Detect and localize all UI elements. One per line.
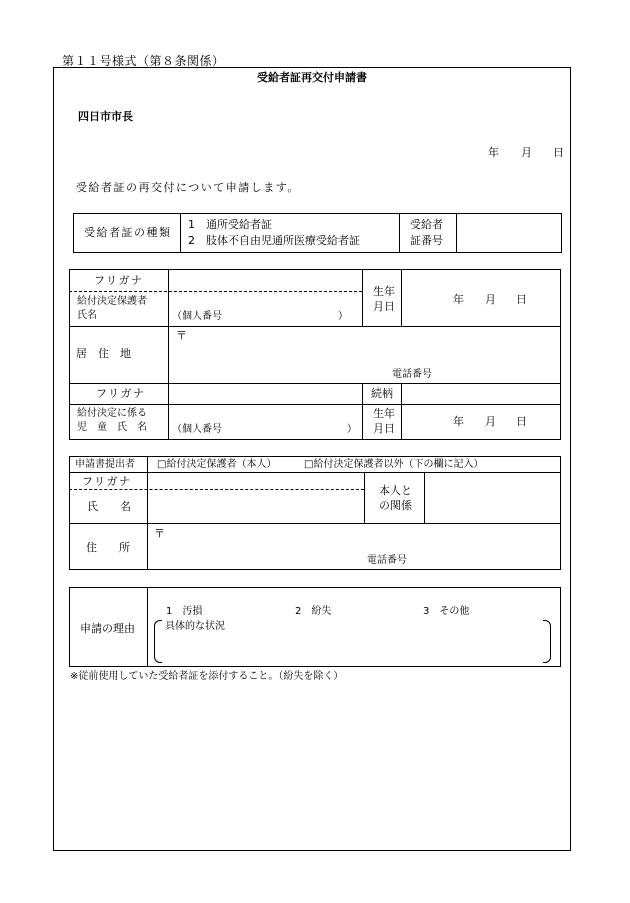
guardian-phone-field[interactable] xyxy=(440,367,555,382)
cert-number-field[interactable] xyxy=(457,214,561,252)
child-birth-day: 日 xyxy=(516,415,527,428)
reason-option-lost[interactable]: 2 紛失 xyxy=(295,606,332,617)
guardian-phone-label: 電話番号 xyxy=(392,369,432,380)
child-relation-label: 続柄 xyxy=(371,387,393,400)
child-name-field[interactable] xyxy=(230,406,340,438)
detail-bracket-left xyxy=(154,620,162,663)
guardian-individual-no-close: ） xyxy=(338,311,348,322)
date-year: 年 xyxy=(488,146,499,159)
child-birth-label-1: 生年 xyxy=(373,407,395,420)
guardian-birth-day: 日 xyxy=(516,293,527,306)
guardian-birth-year: 年 xyxy=(453,293,464,306)
reason-label: 申請の理由 xyxy=(80,622,135,635)
submitter-relation-label-2: の関係 xyxy=(379,499,412,512)
date-day: 日 xyxy=(553,146,564,159)
cert-number-label-2: 証番号 xyxy=(410,234,443,247)
guardian-postal-mark: 〒 xyxy=(176,329,187,342)
guardian-individual-no-label: （個人番号 xyxy=(172,311,222,322)
submitter-address-field[interactable] xyxy=(168,528,553,552)
child-birth-month: 月 xyxy=(485,415,496,428)
child-name-label-1: 給付決定に係る xyxy=(77,408,147,419)
submitter-name-field[interactable] xyxy=(148,490,364,522)
cert-type-label: 受給者証の種類 xyxy=(84,226,172,239)
addressee: 四日市市長 xyxy=(78,110,133,123)
cert-type-option-1[interactable]: 1 通所受給者証 xyxy=(188,218,272,231)
guardian-birth-month: 月 xyxy=(485,293,496,306)
guardian-birth-label-2: 月日 xyxy=(373,300,395,313)
reason-option-other[interactable]: 3 その他 xyxy=(423,606,470,617)
guardian-furigana-field[interactable] xyxy=(169,270,362,291)
attachment-note: ※従前使用していた受給者証を添付すること。（紛失を除く） xyxy=(70,671,344,682)
submitter-option-other[interactable]: □給付決定保護者以外（下の欄に記入） xyxy=(304,459,484,470)
child-name-label-2: 児 童 氏 名 xyxy=(77,422,147,433)
guardian-name-field[interactable] xyxy=(230,293,330,325)
form-number: 第１１号様式（第８条関係） xyxy=(62,54,225,68)
child-individual-no-label: （個人番号 xyxy=(172,424,222,435)
child-individual-no-close: ） xyxy=(347,424,357,435)
submitter-relation-label-1: 本人と xyxy=(379,484,412,497)
date-month: 月 xyxy=(521,146,532,159)
submitter-relation-field[interactable] xyxy=(425,473,560,522)
intro-text: 受給者証の再交付について申請します。 xyxy=(76,181,300,194)
child-birth-year: 年 xyxy=(453,415,464,428)
cert-number-label-1: 受給者 xyxy=(410,218,443,231)
cert-type-option-2[interactable]: 2 肢体不自由児通所医療受給者証 xyxy=(188,234,360,247)
child-furigana-label: フリガナ xyxy=(96,387,146,400)
submitter-phone-label: 電話番号 xyxy=(367,555,407,566)
submitter-address-label: 住 所 xyxy=(86,541,130,554)
child-furigana-field[interactable] xyxy=(169,384,362,403)
reason-detail-field[interactable] xyxy=(165,636,537,660)
guardian-name-label-2: 氏名 xyxy=(77,310,97,321)
submitter-phone-field[interactable] xyxy=(415,553,555,568)
form-title: 受給者証再交付申請書 xyxy=(257,71,367,84)
child-birth-label-2: 月日 xyxy=(373,422,395,435)
child-relation-field[interactable] xyxy=(402,384,560,403)
submitter-postal-mark: 〒 xyxy=(154,527,165,540)
reason-detail-label: 具体的な状況 xyxy=(165,621,225,632)
detail-bracket-right xyxy=(543,620,551,663)
guardian-birth-label-1: 生年 xyxy=(373,285,395,298)
submitter-label: 申請書提出者 xyxy=(75,459,135,470)
guardian-address-field[interactable] xyxy=(190,330,550,365)
submitter-furigana-field[interactable] xyxy=(148,473,364,489)
guardian-name-label-1: 給付決定保護者 xyxy=(77,296,147,307)
submitter-option-self[interactable]: □給付決定保護者（本人） xyxy=(157,459,277,470)
submitter-name-label: 氏 名 xyxy=(87,500,131,513)
reason-option-soiled[interactable]: 1 汚損 xyxy=(166,606,203,617)
guardian-furigana-label: フリガナ xyxy=(94,274,144,287)
guardian-address-label: 居 住 地 xyxy=(76,347,131,360)
submitter-furigana-label: フリガナ xyxy=(82,475,132,488)
